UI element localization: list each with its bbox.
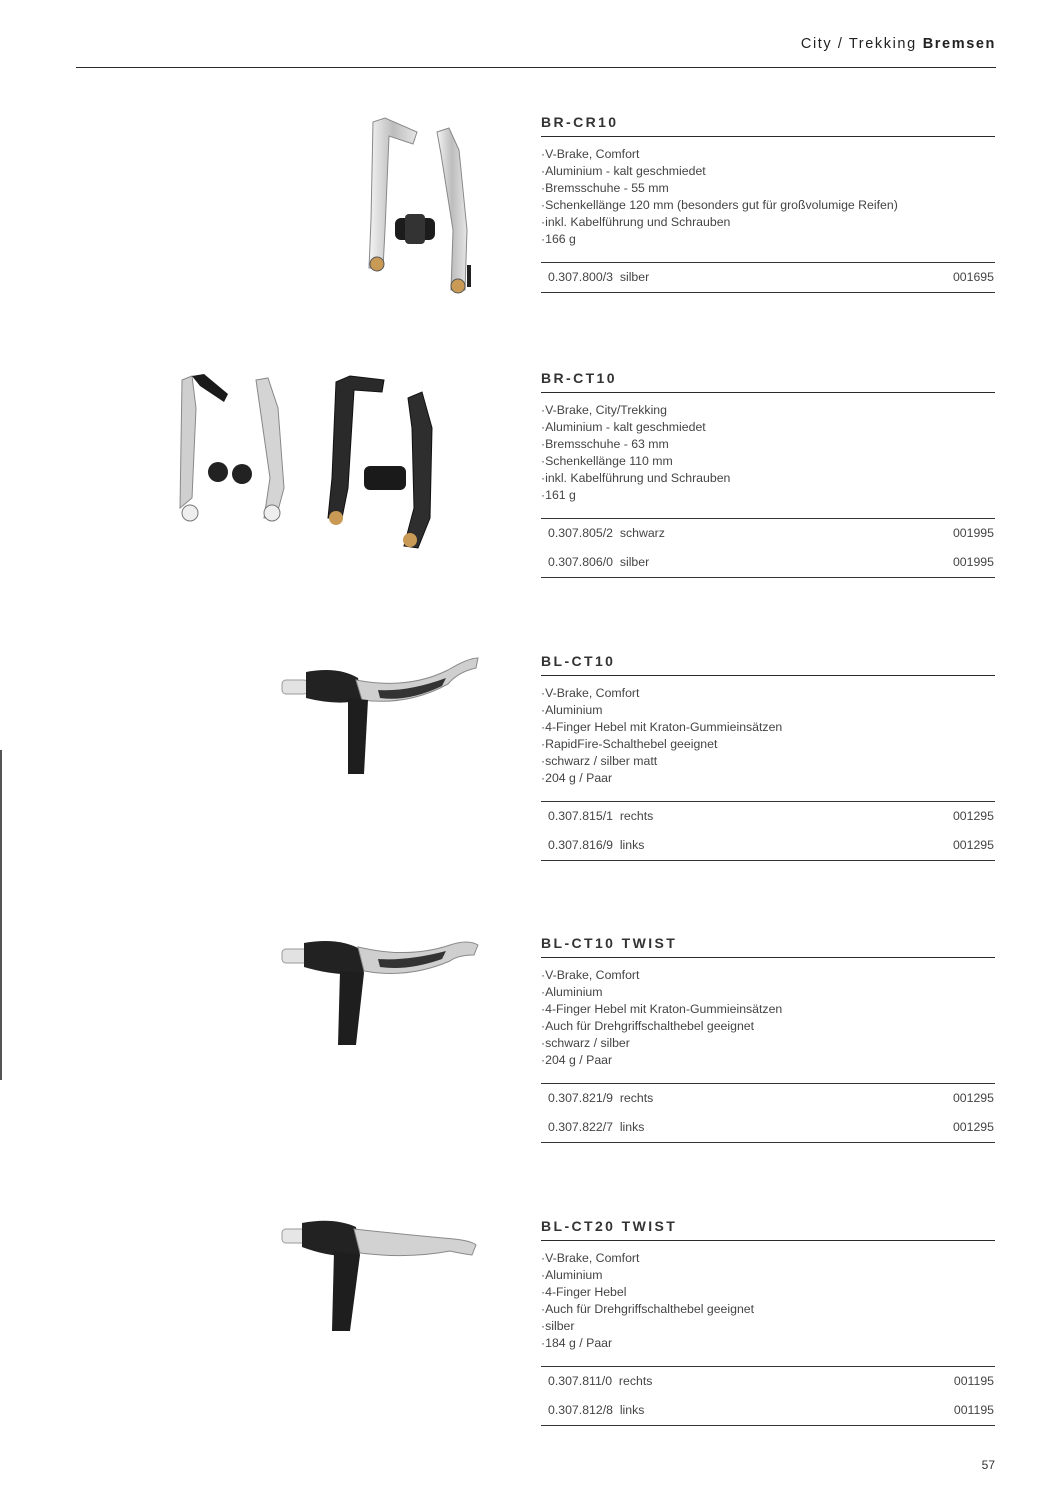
- article-number: 0.307.822/7: [548, 1120, 613, 1134]
- variant-color: links: [619, 1120, 645, 1134]
- variant-row: [541, 1396, 995, 1425]
- article-number: 0.307.812/8: [548, 1403, 613, 1417]
- feature-item: · 184 g / Paar: [541, 1335, 995, 1352]
- feature-item: · V-Brake, Comfort: [541, 967, 995, 984]
- feature-item: · Auch für Drehgriffschalthebel geeignet: [541, 1018, 995, 1035]
- variant-color: schwarz: [619, 526, 665, 540]
- bl-ct10-brake-lever-image: [278, 650, 483, 780]
- feature-list: [541, 137, 995, 262]
- article-number: 0.307.800/3: [548, 270, 613, 284]
- feature-item: · V-Brake, Comfort: [541, 685, 995, 702]
- product-br-ct10: [541, 370, 995, 578]
- feature-item: · schwarz / silber matt: [541, 753, 995, 770]
- product-code: 001295: [952, 1091, 994, 1105]
- variant-color: rechts: [619, 1091, 654, 1105]
- product-title: BL-CT20 TWIST: [541, 1218, 995, 1241]
- article-number: 0.307.806/0: [548, 555, 613, 569]
- feature-item: · inkl. Kabelführung und Schrauben: [541, 470, 995, 487]
- variant-color: links: [619, 838, 645, 852]
- feature-item: · Bremsschuhe - 63 mm: [541, 436, 995, 453]
- variant-table: [541, 518, 995, 578]
- feature-list: [541, 393, 995, 518]
- variant-table: [541, 1366, 995, 1426]
- feature-item: · RapidFire-Schalthebel geeignet: [541, 736, 995, 753]
- product-bl-ct20-twist: [541, 1218, 995, 1426]
- feature-item: · 161 g: [541, 487, 995, 504]
- product-code: 001695: [952, 270, 994, 284]
- variant-color: rechts: [619, 809, 654, 823]
- variant-table: [541, 801, 995, 861]
- variant-row: [541, 802, 995, 831]
- variant-row: [541, 831, 995, 860]
- product-code: 001295: [952, 1120, 994, 1134]
- product-br-cr10: [541, 114, 995, 293]
- feature-item: · Aluminium: [541, 1267, 995, 1284]
- variant-color: rechts: [618, 1374, 653, 1388]
- feature-item: · V-Brake, Comfort: [541, 146, 995, 163]
- variant-table: [541, 262, 995, 293]
- feature-item: · Aluminium - kalt geschmiedet: [541, 419, 995, 436]
- variant-row: [541, 519, 995, 548]
- variant-row: [541, 548, 995, 577]
- page-edge-mark: [0, 750, 2, 1080]
- product-code: 001295: [952, 838, 994, 852]
- feature-item: · Bremsschuhe - 55 mm: [541, 180, 995, 197]
- variant-row: [541, 1367, 995, 1396]
- feature-item: · 4-Finger Hebel mit Kraton-Gummieinsätzen: [541, 1001, 995, 1018]
- product-title: BR-CT10: [541, 370, 995, 393]
- product-code: 001195: [953, 1403, 994, 1417]
- feature-item: · schwarz / silber: [541, 1035, 995, 1052]
- page-number: 57: [981, 1458, 995, 1472]
- variant-table: [541, 1083, 995, 1143]
- feature-item: · 204 g / Paar: [541, 770, 995, 787]
- br-cr10-vbrake-image: [355, 110, 485, 305]
- variant-color: silber: [619, 555, 650, 569]
- feature-item: · Auch für Drehgriffschalthebel geeignet: [541, 1301, 995, 1318]
- feature-item: · Schenkellänge 110 mm: [541, 453, 995, 470]
- feature-item: · 166 g: [541, 231, 995, 248]
- article-number: 0.307.821/9: [548, 1091, 613, 1105]
- feature-item: · 4-Finger Hebel mit Kraton-Gummieinsätzen: [541, 719, 995, 736]
- article-number: 0.307.811/0: [548, 1374, 613, 1388]
- variant-color: silber: [619, 270, 650, 284]
- bl-ct20-twist-brake-lever-image: [278, 1215, 483, 1335]
- product-code: 001195: [953, 1374, 994, 1388]
- feature-list: [541, 1241, 995, 1366]
- variant-color: links: [619, 1403, 645, 1417]
- product-code: 001295: [952, 809, 994, 823]
- product-title: BL-CT10: [541, 653, 995, 676]
- variant-row: [541, 1113, 995, 1142]
- product-bl-ct10-twist: [541, 935, 995, 1143]
- product-title: BR-CR10: [541, 114, 995, 137]
- section-label: City / Trekking: [800, 36, 917, 52]
- article-number: 0.307.816/9: [548, 838, 613, 852]
- variant-row: [541, 1084, 995, 1113]
- feature-item: · V-Brake, City/Trekking: [541, 402, 995, 419]
- article-number: 0.307.805/2: [548, 526, 613, 540]
- product-bl-ct10: [541, 653, 995, 861]
- feature-item: · 204 g / Paar: [541, 1052, 995, 1069]
- breadcrumb: [801, 36, 996, 52]
- feature-item: · inkl. Kabelführung und Schrauben: [541, 214, 995, 231]
- article-number: 0.307.815/1: [548, 809, 613, 823]
- page-header: [76, 0, 996, 68]
- bl-ct10-twist-brake-lever-image: [278, 935, 483, 1050]
- br-ct10-black-vbrake-image: [322, 368, 442, 553]
- feature-item: · V-Brake, Comfort: [541, 1250, 995, 1267]
- category-label: Bremsen: [922, 36, 996, 52]
- feature-item: · 4-Finger Hebel: [541, 1284, 995, 1301]
- feature-list: [541, 676, 995, 801]
- variant-row: [541, 263, 995, 292]
- feature-item: · Aluminium - kalt geschmiedet: [541, 163, 995, 180]
- product-code: 001995: [952, 555, 994, 569]
- br-ct10-silver-vbrake-image: [170, 368, 300, 528]
- feature-item: · Aluminium: [541, 984, 995, 1001]
- feature-item: · Aluminium: [541, 702, 995, 719]
- product-code: 001995: [952, 526, 994, 540]
- feature-item: · Schenkellänge 120 mm (besonders gut für großvolumige Reifen): [541, 197, 995, 214]
- feature-item: · silber: [541, 1318, 995, 1335]
- product-title: BL-CT10 TWIST: [541, 935, 995, 958]
- feature-list: [541, 958, 995, 1083]
